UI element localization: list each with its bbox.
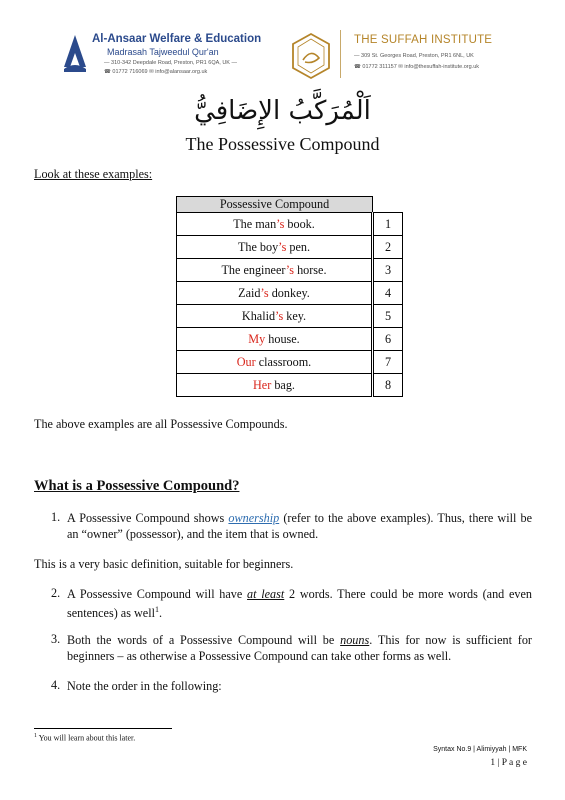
row-number: 6 <box>373 328 403 351</box>
right-org-email: info@thesuffah-institute.org.uk <box>404 64 480 70</box>
left-org-contact <box>104 69 207 75</box>
left-org-logo <box>60 33 90 73</box>
table-row: The man’s book. 1 <box>177 213 403 236</box>
section-heading: What is a Possessive Compound? <box>34 478 240 494</box>
item-number: 3. <box>51 632 61 646</box>
list-item: Note the order in the following: <box>67 679 222 693</box>
intro-text: Look at these examples: <box>34 167 153 181</box>
header-divider <box>340 30 341 78</box>
footer-page-number: 1 | P a g e <box>490 758 527 768</box>
right-org-phone: 01772 311157 <box>362 64 397 70</box>
footer-course: Syntax No.9 | Alimiyyah | MFK <box>433 746 527 753</box>
left-org-email: info@alansaar.org.uk <box>155 69 208 75</box>
arabic-title: اَلْمُرَكَّبُ الإِضَافِيُّ <box>194 96 371 126</box>
table-row: Our classroom. 7 <box>177 351 403 374</box>
examples-table <box>176 196 403 397</box>
list-item: A Possessive Compound shows ownership (refer to the above examples). Thus, there will be an “owner” (possessor), and the item that is owned. <box>67 511 532 541</box>
right-org-logo <box>289 32 333 80</box>
left-org-subtitle: Madrasah Tajweedul Qur'an <box>107 47 219 57</box>
item-number: 1. <box>51 510 61 524</box>
right-org-contact <box>354 64 479 70</box>
row-number: 8 <box>373 374 403 397</box>
table-row: Her bag. 8 <box>177 374 403 397</box>
table-row: Khalid’s key. 5 <box>177 305 403 328</box>
right-org-address: — 309 St. Georges Road, Preston, PR1 6NL, UK <box>354 53 474 59</box>
row-number: 1 <box>373 213 403 236</box>
footnote-ref: 1 <box>155 605 159 614</box>
right-org-name: THE SUFFAH INSTITUTE <box>354 34 493 46</box>
left-org-phone: 01772 716069 <box>112 69 148 75</box>
after-table-text: The above examples are all Possessive Compounds. <box>34 417 288 431</box>
item-number: 4. <box>51 678 61 692</box>
row-number: 7 <box>373 351 403 374</box>
email-icon: ✉ <box>398 64 405 70</box>
row-number: 4 <box>373 282 403 305</box>
table-row: The boy’s pen. 2 <box>177 236 403 259</box>
page-title: The Possessive Compound <box>185 134 380 154</box>
table-header: Possessive Compound <box>177 197 373 213</box>
phone-icon: ☎ <box>354 64 363 70</box>
footnote-divider <box>34 728 172 729</box>
left-org-address: — 310-342 Deepdale Road, Preston, PR1 6QA, UK — <box>104 60 237 66</box>
table-row: My house. 6 <box>177 328 403 351</box>
list-item: A Possessive Compound will have at least 2 words. There could be more words (and even sentences) as well$^1$. <box>67 587 533 621</box>
definition-note: This is a very basic definition, suitable for beginners. <box>34 557 294 571</box>
list-item: Both the words of a Possessive Compound will be nouns. This for now is sufficient for beginners – as otherwise a Possessive Compound can take other forms as well. <box>67 633 532 663</box>
row-number: 2 <box>373 236 403 259</box>
footnote: $^1$ You will learn about this later. <box>34 733 136 743</box>
table-row: Zaid’s donkey. 4 <box>177 282 403 305</box>
row-number: 3 <box>373 259 403 282</box>
left-org-name: Al-Ansaar Welfare & Education <box>92 33 262 45</box>
phone-icon: ☎ <box>104 69 113 75</box>
row-number: 5 <box>373 305 403 328</box>
table-row: The engineer’s horse. 3 <box>177 259 403 282</box>
item-number: 2. <box>51 586 61 600</box>
table-header-row <box>177 197 403 213</box>
email-icon: ✉ <box>149 69 156 75</box>
